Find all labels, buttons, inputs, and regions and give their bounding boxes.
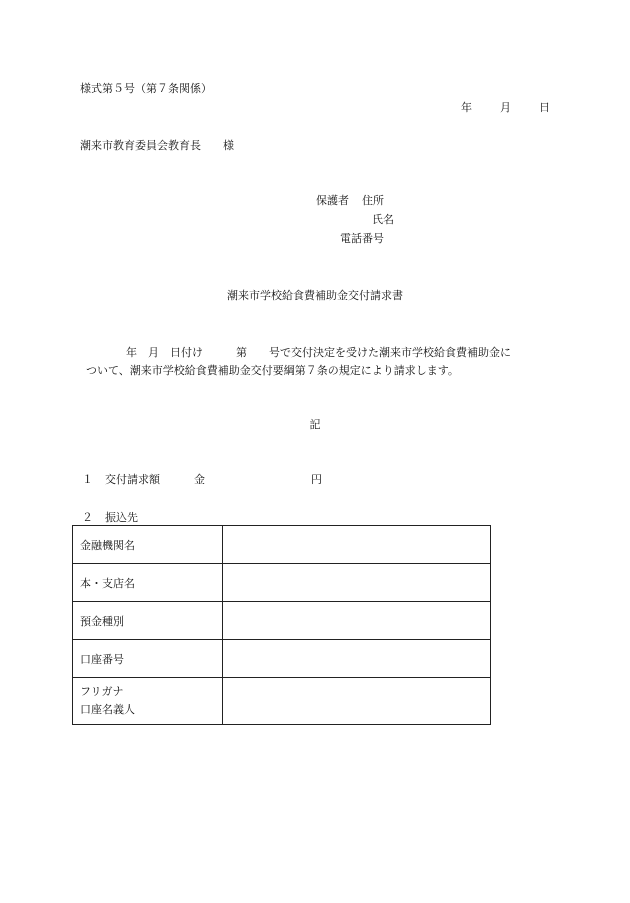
item2-number: ２ <box>82 511 93 524</box>
bank-name-field[interactable] <box>223 526 491 564</box>
applicant-row-name <box>316 213 394 232</box>
item-request-amount <box>82 473 322 487</box>
date-day: 日 <box>539 101 550 114</box>
item1-number: １ <box>82 473 93 486</box>
addressee-name: 潮来市教育委員会教育長 <box>80 139 201 152</box>
account-number-label: 口座番号 <box>73 640 223 678</box>
applicant-block <box>316 194 394 251</box>
deposit-type-label: 預金種別 <box>73 602 223 640</box>
table-row <box>73 678 491 725</box>
account-holder-label <box>73 678 223 725</box>
request-body-line2: ついて、潮来市学校給食費補助金交付要綱第７条の規定により請求します。 <box>86 364 459 377</box>
account-number-field[interactable] <box>223 640 491 678</box>
applicant-role: 保護者 <box>316 194 349 207</box>
item1-currency-prefix: 金 <box>194 473 205 486</box>
bank-name-label: 金融機関名 <box>73 526 223 564</box>
applicant-row-address <box>316 194 394 213</box>
document-title: 潮来市学校給食費補助金交付請求書 <box>227 289 403 302</box>
furigana-label: フリガナ <box>80 685 124 698</box>
account-holder-name-label: 口座名義人 <box>80 703 135 716</box>
table-row <box>73 526 491 564</box>
item-transfer-destination <box>82 511 138 525</box>
table-row <box>73 602 491 640</box>
bank-account-table <box>72 525 491 725</box>
date-line <box>461 101 550 115</box>
deposit-type-field[interactable] <box>223 602 491 640</box>
date-month: 月 <box>500 101 511 114</box>
addressee <box>80 139 234 153</box>
applicant-row-phone <box>316 232 394 251</box>
item1-label: 交付請求額 <box>105 473 160 486</box>
applicant-name-label: 氏名 <box>372 213 394 226</box>
applicant-address-label: 住所 <box>362 194 384 207</box>
ki-heading: 記 <box>309 418 321 431</box>
applicant-phone-label: 電話番号 <box>340 232 384 245</box>
branch-name-label: 本・支店名 <box>73 564 223 602</box>
date-year: 年 <box>461 101 472 114</box>
account-holder-field[interactable] <box>223 678 491 725</box>
addressee-honorific: 様 <box>223 139 234 152</box>
request-body-line1: 年 月 日付け 第 号で交付決定を受けた潮来市学校給食費補助金に <box>126 346 511 359</box>
item1-unit: 円 <box>311 473 322 486</box>
branch-name-field[interactable] <box>223 564 491 602</box>
request-body <box>86 344 556 380</box>
table-row <box>73 564 491 602</box>
table-row <box>73 640 491 678</box>
item2-label: 振込先 <box>105 511 138 524</box>
form-number: 様式第５号（第７条関係） <box>80 82 212 95</box>
